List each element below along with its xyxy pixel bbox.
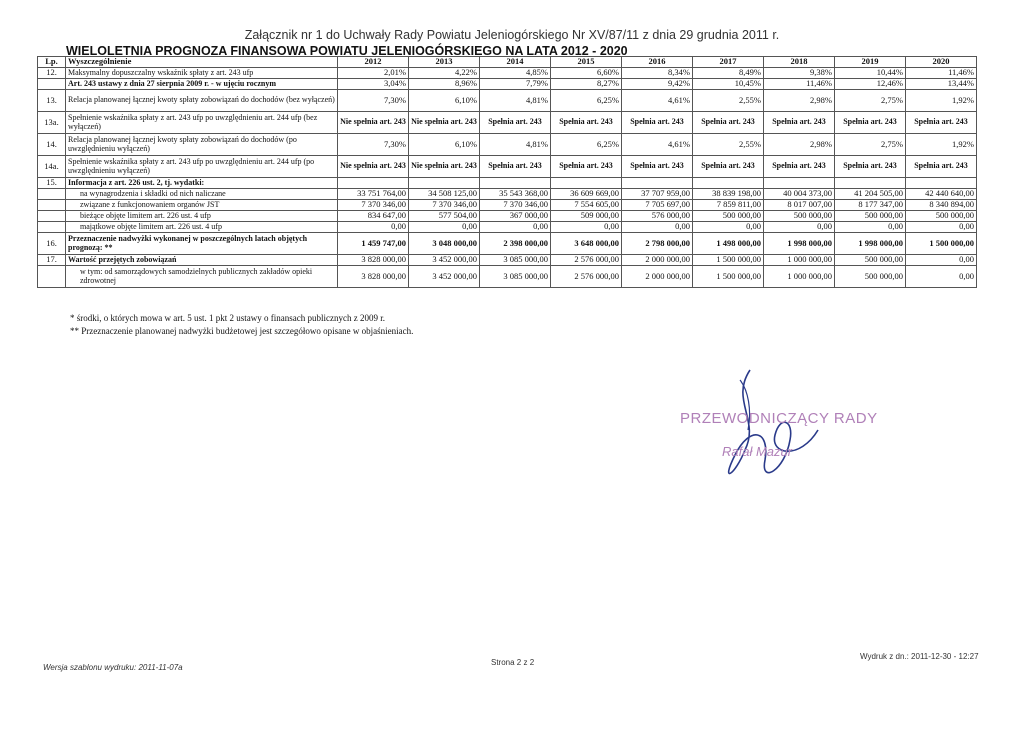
cell-value: 500 000,00 <box>693 211 764 222</box>
cell-value: 2 576 000,00 <box>551 266 622 288</box>
cell-value: 500 000,00 <box>835 255 906 266</box>
table-header-row <box>38 57 977 68</box>
cell-value: 6,25% <box>551 134 622 156</box>
table-row <box>38 266 977 288</box>
cell-value: 8,34% <box>622 68 693 79</box>
cell-value: 1 000 000,00 <box>764 266 835 288</box>
row-label: Maksymalny dopuszczalny wskaźnik spłaty z art. 243 ufp <box>66 68 338 79</box>
cell-value: 1,92% <box>906 134 977 156</box>
header-year: 2016 <box>622 57 693 68</box>
cell-value: 500 000,00 <box>764 211 835 222</box>
cell-value: Spełnia art. 243 <box>622 156 693 178</box>
page-number: Strona 2 z 2 <box>491 658 535 667</box>
cell-value <box>551 178 622 189</box>
cell-value: 4,61% <box>622 90 693 112</box>
row-number: 17. <box>38 255 66 266</box>
cell-value: 42 440 640,00 <box>906 189 977 200</box>
row-number <box>38 211 66 222</box>
stamp-name: Rafał Mazur <box>722 444 793 459</box>
cell-value: 6,10% <box>409 134 480 156</box>
cell-value: 509 000,00 <box>551 211 622 222</box>
template-version: Wersja szablonu wydruku: 2011-11-07a <box>43 663 183 672</box>
cell-value: Spełnia art. 243 <box>480 156 551 178</box>
table-row <box>38 255 977 266</box>
cell-value: 3 452 000,00 <box>409 266 480 288</box>
row-number <box>38 189 66 200</box>
cell-value: 0,00 <box>835 222 906 233</box>
cell-value: 1,92% <box>906 90 977 112</box>
cell-value: 35 543 368,00 <box>480 189 551 200</box>
cell-value: 38 839 198,00 <box>693 189 764 200</box>
cell-value: 10,45% <box>693 79 764 90</box>
header-year: 2015 <box>551 57 622 68</box>
cell-value: 0,00 <box>764 222 835 233</box>
cell-value: 1 500 000,00 <box>693 255 764 266</box>
header-lp: Lp. <box>38 57 66 68</box>
cell-value: 7 705 697,00 <box>622 200 693 211</box>
header-year: 2014 <box>480 57 551 68</box>
cell-value: 0,00 <box>906 266 977 288</box>
cell-value: 4,81% <box>480 90 551 112</box>
cell-value: 2,55% <box>693 134 764 156</box>
row-label: Informacja z art. 226 ust. 2, tj. wydatki: <box>66 178 338 189</box>
cell-value: 12,46% <box>835 79 906 90</box>
row-number: 14a. <box>38 156 66 178</box>
cell-value: 2,98% <box>764 90 835 112</box>
cell-value: 7,30% <box>338 90 409 112</box>
cell-value <box>480 178 551 189</box>
table-row <box>38 112 977 134</box>
cell-value: 6,25% <box>551 90 622 112</box>
cell-value: Spełnia art. 243 <box>764 112 835 134</box>
table-row <box>38 90 977 112</box>
cell-value: Spełnia art. 243 <box>835 156 906 178</box>
cell-value: Spełnia art. 243 <box>693 112 764 134</box>
cell-value <box>906 178 977 189</box>
cell-value: 4,61% <box>622 134 693 156</box>
row-label: majątkowe objęte limitem art. 226 ust. 4 ufp <box>66 222 338 233</box>
cell-value: 1 500 000,00 <box>693 266 764 288</box>
row-label: związane z funkcjonowaniem organów JST <box>66 200 338 211</box>
cell-value: Nie spełnia art. 243 <box>409 112 480 134</box>
cell-value: 500 000,00 <box>906 211 977 222</box>
cell-value: 3 828 000,00 <box>338 266 409 288</box>
cell-value: 577 504,00 <box>409 211 480 222</box>
cell-value: 7 859 811,00 <box>693 200 764 211</box>
cell-value: 0,00 <box>338 222 409 233</box>
document-title: WIELOLETNIA PROGNOZA FINANSOWA POWIATU JELENIOGÓRSKIEGO NA LATA 2012 - 2020 <box>66 44 628 58</box>
cell-value: 2 000 000,00 <box>622 255 693 266</box>
row-label: Spełnienie wskaźnika spłaty z art. 243 ufp po uwzględnieniu art. 244 ufp (bez wyłączeń) <box>66 112 338 134</box>
cell-value: Spełnia art. 243 <box>480 112 551 134</box>
cell-value: 3 085 000,00 <box>480 255 551 266</box>
cell-value: 500 000,00 <box>835 266 906 288</box>
cell-value: Nie spełnia art. 243 <box>409 156 480 178</box>
cell-value: 37 707 959,00 <box>622 189 693 200</box>
cell-value: Spełnia art. 243 <box>906 112 977 134</box>
cell-value: 1 498 000,00 <box>693 233 764 255</box>
cell-value: 1 500 000,00 <box>906 233 977 255</box>
cell-value: 0,00 <box>551 222 622 233</box>
attachment-header: Załącznik nr 1 do Uchwały Rady Powiatu Jeleniogórskiego Nr XV/87/11 z dnia 29 grudnia 2011 r. <box>244 28 780 42</box>
cell-value: 576 000,00 <box>622 211 693 222</box>
table-row <box>38 189 977 200</box>
cell-value: 367 000,00 <box>480 211 551 222</box>
cell-value: Spełnia art. 243 <box>622 112 693 134</box>
table-row <box>38 178 977 189</box>
row-number: 13. <box>38 90 66 112</box>
row-label: na wynagrodzenia i składki od nich naliczane <box>66 189 338 200</box>
cell-value: 13,44% <box>906 79 977 90</box>
header-year: 2019 <box>835 57 906 68</box>
cell-value: 8 177 347,00 <box>835 200 906 211</box>
cell-value <box>409 178 480 189</box>
cell-value: 6,60% <box>551 68 622 79</box>
cell-value: 3 648 000,00 <box>551 233 622 255</box>
cell-value: 9,42% <box>622 79 693 90</box>
cell-value: 10,44% <box>835 68 906 79</box>
cell-value: 3 452 000,00 <box>409 255 480 266</box>
cell-value: 4,22% <box>409 68 480 79</box>
print-date: Wydruk z dn.: 2011-12-30 - 12:27 <box>860 652 979 661</box>
signature-image <box>690 360 830 500</box>
footnotes <box>70 312 413 338</box>
cell-value: 834 647,00 <box>338 211 409 222</box>
cell-value: 0,00 <box>409 222 480 233</box>
cell-value: 33 751 764,00 <box>338 189 409 200</box>
cell-value: 34 508 125,00 <box>409 189 480 200</box>
cell-value: 7 370 346,00 <box>409 200 480 211</box>
cell-value: 8,96% <box>409 79 480 90</box>
row-number <box>38 79 66 90</box>
table-row <box>38 134 977 156</box>
header-year: 2018 <box>764 57 835 68</box>
cell-value: 6,10% <box>409 90 480 112</box>
cell-value: 9,38% <box>764 68 835 79</box>
header-item: Wyszczególnienie <box>66 57 338 68</box>
cell-value: 41 204 505,00 <box>835 189 906 200</box>
row-label: Spełnienie wskaźnika spłaty z art. 243 ufp po uwzględnieniu art. 244 ufp (po uwzględnieniu wyłączeń) <box>66 156 338 178</box>
cell-value: 3 085 000,00 <box>480 266 551 288</box>
cell-value: 1 459 747,00 <box>338 233 409 255</box>
stamp-title: PRZEWODNICZĄCY RADY <box>680 410 878 427</box>
cell-value <box>622 178 693 189</box>
table-row <box>38 222 977 233</box>
header-year: 2017 <box>693 57 764 68</box>
cell-value: 7,30% <box>338 134 409 156</box>
cell-value: 2 576 000,00 <box>551 255 622 266</box>
table-row <box>38 200 977 211</box>
cell-value: 1 998 000,00 <box>835 233 906 255</box>
cell-value: 3,04% <box>338 79 409 90</box>
cell-value: 2,01% <box>338 68 409 79</box>
header-year: 2013 <box>409 57 480 68</box>
cell-value: 2,98% <box>764 134 835 156</box>
row-number <box>38 222 66 233</box>
cell-value: Spełnia art. 243 <box>906 156 977 178</box>
row-number <box>38 266 66 288</box>
cell-value: 7 370 346,00 <box>338 200 409 211</box>
cell-value: 2,55% <box>693 90 764 112</box>
row-number: 15. <box>38 178 66 189</box>
cell-value: 8 017 007,00 <box>764 200 835 211</box>
cell-value: 2 000 000,00 <box>622 266 693 288</box>
cell-value: 8,49% <box>693 68 764 79</box>
row-number: 13a. <box>38 112 66 134</box>
cell-value: Nie spełnia art. 243 <box>338 156 409 178</box>
cell-value: Spełnia art. 243 <box>764 156 835 178</box>
row-label: Przeznaczenie nadwyżki wykonanej w poszczególnych latach objętych prognozą: ** <box>66 233 338 255</box>
row-label: bieżące objęte limitem art. 226 ust. 4 ufp <box>66 211 338 222</box>
row-label: Wartość przejętych zobowiązań <box>66 255 338 266</box>
table-row <box>38 233 977 255</box>
row-number: 12. <box>38 68 66 79</box>
cell-value <box>764 178 835 189</box>
cell-value <box>338 178 409 189</box>
cell-value: Spełnia art. 243 <box>693 156 764 178</box>
cell-value: 3 828 000,00 <box>338 255 409 266</box>
table-row <box>38 68 977 79</box>
cell-value: 1 998 000,00 <box>764 233 835 255</box>
cell-value: 7,79% <box>480 79 551 90</box>
cell-value: 11,46% <box>906 68 977 79</box>
table-row <box>38 156 977 178</box>
cell-value: 40 004 373,00 <box>764 189 835 200</box>
forecast-table <box>37 56 977 288</box>
footnote: ** Przeznaczenie planowanej nadwyżki budżetowej jest szczegółowo opisane w objaśnieniach. <box>70 326 414 336</box>
row-number: 14. <box>38 134 66 156</box>
cell-value: 7 370 346,00 <box>480 200 551 211</box>
cell-value <box>693 178 764 189</box>
footnote: * środki, o których mowa w art. 5 ust. 1 pkt 2 ustawy o finansach publicznych z 2009 r. <box>70 313 385 323</box>
cell-value: Spełnia art. 243 <box>551 156 622 178</box>
cell-value: 4,85% <box>480 68 551 79</box>
header-year: 2020 <box>906 57 977 68</box>
cell-value: 2,75% <box>835 90 906 112</box>
row-label: Art. 243 ustawy z dnia 27 sierpnia 2009 r. - w ujęciu rocznym <box>66 79 338 90</box>
cell-value: 500 000,00 <box>835 211 906 222</box>
row-number <box>38 200 66 211</box>
cell-value: 7 554 605,00 <box>551 200 622 211</box>
cell-value: 4,81% <box>480 134 551 156</box>
cell-value: 8,27% <box>551 79 622 90</box>
cell-value: 2 398 000,00 <box>480 233 551 255</box>
cell-value: Spełnia art. 243 <box>551 112 622 134</box>
row-label: w tym: od samorządowych samodzielnych publicznych zakładów opieki zdrowotnej <box>66 266 338 288</box>
cell-value: 0,00 <box>906 222 977 233</box>
cell-value: 3 048 000,00 <box>409 233 480 255</box>
cell-value: 0,00 <box>622 222 693 233</box>
table-row <box>38 211 977 222</box>
cell-value <box>835 178 906 189</box>
table-row <box>38 79 977 90</box>
cell-value: 2 798 000,00 <box>622 233 693 255</box>
cell-value: 2,75% <box>835 134 906 156</box>
cell-value: 0,00 <box>906 255 977 266</box>
cell-value: Nie spełnia art. 243 <box>338 112 409 134</box>
cell-value: 0,00 <box>480 222 551 233</box>
cell-value: 0,00 <box>693 222 764 233</box>
cell-value: Spełnia art. 243 <box>835 112 906 134</box>
cell-value: 1 000 000,00 <box>764 255 835 266</box>
row-label: Relacja planowanej łącznej kwoty spłaty zobowiązań do dochodów (bez wyłączeń) <box>66 90 338 112</box>
cell-value: 8 340 894,00 <box>906 200 977 211</box>
row-label: Relacja planowanej łącznej kwoty spłaty zobowiązań do dochodów (po uwzględnieniu wyłączeń) <box>66 134 338 156</box>
header-year: 2012 <box>338 57 409 68</box>
row-number: 16. <box>38 233 66 255</box>
cell-value: 36 609 669,00 <box>551 189 622 200</box>
cell-value: 11,46% <box>764 79 835 90</box>
